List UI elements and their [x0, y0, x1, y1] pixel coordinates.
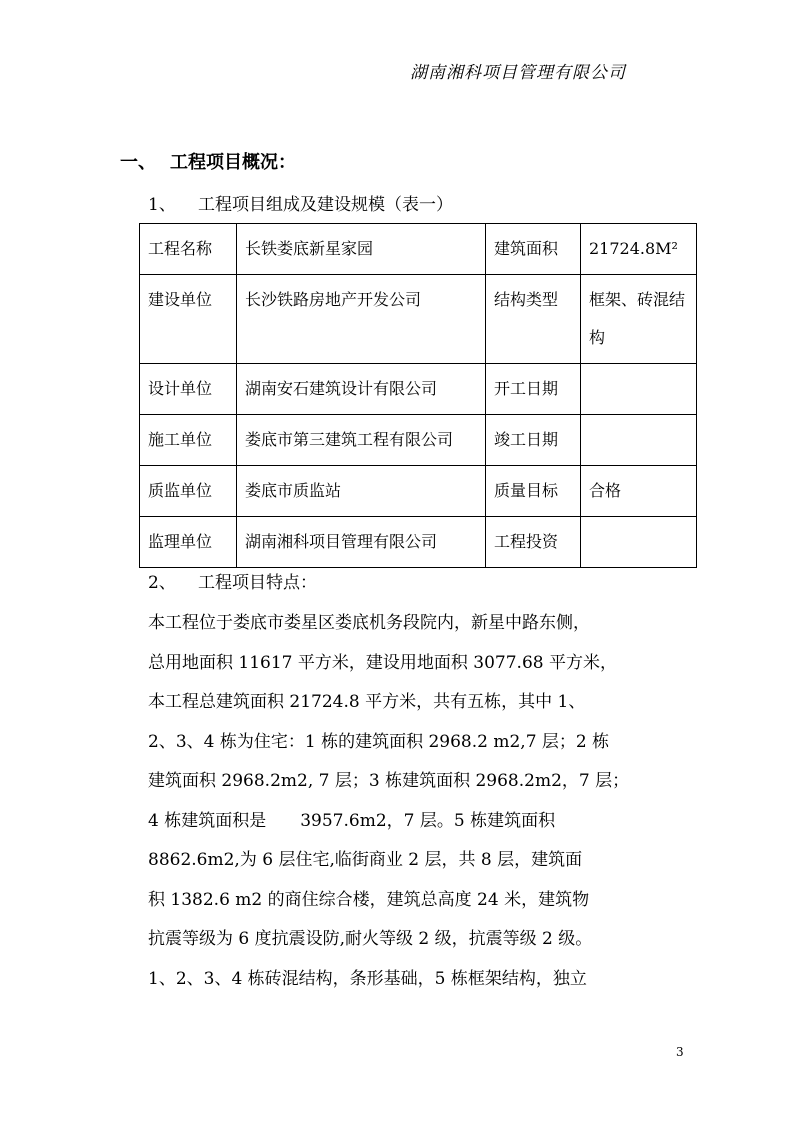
subsection-title: 工程项目特点： [198, 573, 317, 593]
page-number: 3 [676, 1045, 684, 1059]
table-cell-value: 娄底市质监站 [237, 466, 486, 517]
section-heading [120, 148, 296, 174]
table-row [140, 415, 697, 466]
table-cell-value: 湖南安石建筑设计有限公司 [237, 364, 486, 415]
table-cell-label: 工程名称 [140, 224, 237, 275]
table-cell-value: 湖南湘科项目管理有限公司 [237, 517, 486, 568]
table-row [140, 466, 697, 517]
paragraph-line: 总用地面积 11617 平方米，建设用地面积 3077.68 平方米， [148, 652, 617, 673]
subsection-heading-1 [148, 190, 453, 215]
table-row [140, 224, 697, 275]
paragraph-line: 本工程位于娄底市娄星区娄底机务段院内，新星中路东侧， [148, 613, 590, 633]
table-cell-value: 合格 [581, 466, 697, 517]
table-cell-label: 施工单位 [140, 415, 237, 466]
table-cell-value: 框架、砖混结构 [581, 275, 697, 364]
paragraph-line: 1、2、3、4 栋砖混结构，条形基础，5 栋框架结构，独立 [148, 968, 587, 989]
table-cell-label: 设计单位 [140, 364, 237, 415]
subsection-title: 工程项目组成及建设规模（表一） [198, 195, 453, 215]
subsection-number: 1、 [148, 195, 176, 215]
table-cell-value: 长沙铁路房地产开发公司 [237, 275, 486, 364]
project-info-table [139, 223, 697, 568]
paragraph-line: 2、3、4 栋为住宅：1 栋的建筑面积 2968.2 m2,7 层；2 栋 [148, 731, 610, 752]
table-cell-label: 质监单位 [140, 466, 237, 517]
table-cell-value [581, 415, 697, 466]
table-cell-value [581, 364, 697, 415]
subsection-heading-2 [148, 568, 317, 593]
table-cell-label: 监理单位 [140, 517, 237, 568]
table-cell-label: 质量目标 [486, 466, 581, 517]
paragraph-line: 本工程总建筑面积 21724.8 平方米，共有五栋，其中 1、 [148, 692, 586, 712]
body-paragraph [148, 604, 688, 999]
table-row [140, 364, 697, 415]
table-cell-value: 21724.8M² [581, 224, 697, 275]
paragraph-line: 4 栋建筑面积是 3957.6m2，7 层。5 栋建筑面积 [148, 810, 556, 831]
subsection-number: 2、 [148, 573, 176, 593]
table-cell-label: 竣工日期 [486, 415, 581, 466]
section-number: 一、 [120, 152, 156, 173]
paragraph-line: 建筑面积 2968.2m2, 7 层；3 栋建筑面积 2968.2m2，7 层； [148, 771, 630, 791]
table-row [140, 275, 697, 364]
table-cell-value: 长铁娄底新星家园 [237, 224, 486, 275]
table-cell-label: 建筑面积 [486, 224, 581, 275]
table-row [140, 517, 697, 568]
paragraph-line: 抗震等级为 6 度抗震设防,耐火等级 2 级，抗震等级 2 级。 [148, 929, 593, 949]
table-cell-label: 建设单位 [140, 275, 237, 364]
paragraph-line: 积 1382.6 m2 的商住综合楼，建筑总高度 24 米，建筑物 [148, 889, 590, 910]
section-title: 工程项目概况： [170, 152, 296, 173]
table-cell-value [581, 517, 697, 568]
table-cell-label: 工程投资 [486, 517, 581, 568]
table-cell-value: 娄底市第三建筑工程有限公司 [237, 415, 486, 466]
paragraph-line: 8862.6m2,为 6 层住宅,临街商业 2 层，共 8 层，建筑面 [148, 850, 583, 870]
table-cell-label: 结构类型 [486, 275, 581, 364]
header-company: 湖南湘科项目管理有限公司 [410, 63, 626, 83]
table-cell-label: 开工日期 [486, 364, 581, 415]
